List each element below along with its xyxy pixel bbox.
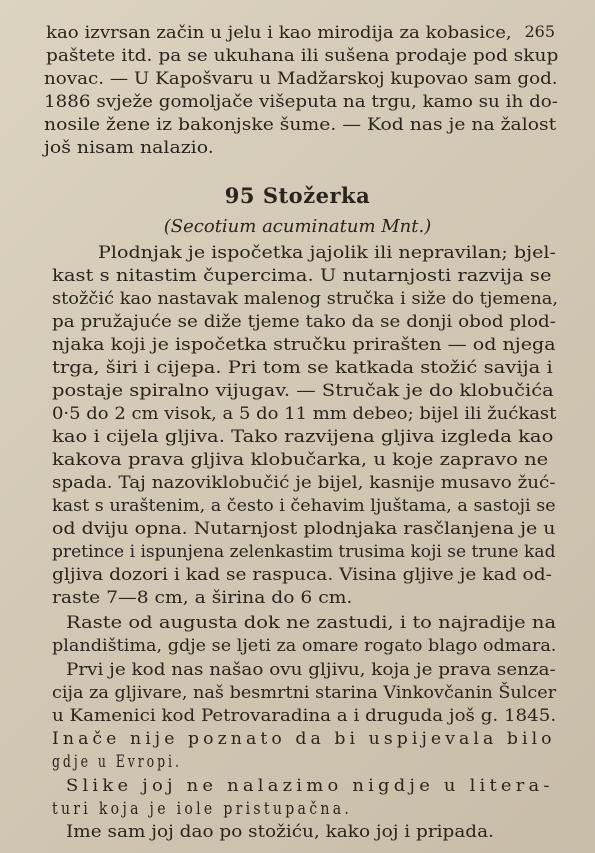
body-line: pretince i ispunjena zelenkastim trusima koji se trune kad [52,542,556,562]
top-line: 1886 svježe gomoljače višeputa na trgu, kamo su ih do- [44,92,558,112]
body-line: Plodnjak je ispočetka jajolik ili nepravilan; bjel- [98,243,556,263]
top-line: kao izvrsan začin u jelu i kao mirodija za kobasice, [46,23,512,43]
body-line: stožčić kao nastavak malenog stručka i siže do tjemena, [52,289,559,309]
body-line: njaka koji je ispočetka stručku prirašten — od njega [52,335,556,355]
body-line: kakova prava gljiva klobučarka, u koje zapravo ne [52,450,549,470]
body-line: Prvi je kod nas našao ovu gljivu, koja je prava senza- [66,660,556,680]
body-line: Slike joj ne nalazimo nigdje u litera- [66,776,554,796]
body-line: cija za gljivare, naš besmrtni starina Vinkovčanin Šulcer [52,683,557,703]
body-line: raste 7—8 cm, a širina do 6 cm. [52,588,353,608]
body-line: trga, širi i cijepa. Pri tom se katkada stožić savija i [52,358,553,378]
body-line: Raste od augusta dok ne zastudi, i to najradije na [66,613,557,633]
body-line: Ime sam joj dao po stožiću, kako joj i pripada. [66,822,494,842]
body-line: Inače nije poznato da bi uspijevala bilo [52,729,556,749]
body-line: plandištima, gdje se ljeti za omare rogato blago odmara. [52,636,557,656]
top-line: paštete itd. pa se ukuhana ili sušena prodaje pod skup [46,46,559,66]
page-number: 265 [524,22,555,41]
body-line: gljiva dozori i kad se raspuca. Visina gljive je kad od- [52,565,552,585]
section-heading: 95 Stožerka [224,183,371,208]
body-line: spada. Taj nazoviklobučić je bijel, kasnije musavo žuć- [52,473,556,493]
body-line: kao i cijela gljiva. Tako razvijena gljiva izgleda kao [52,427,554,447]
body-line: u Kamenici kod Petrovaradina a i druguda još g. 1845. [52,706,557,726]
body-line: turi koja je iole pristupačna. [52,799,353,819]
section-subheading: (Secotium acuminatum Mnt.) [163,216,432,237]
body-line: 0·5 do 2 cm visok, a 5 do 11 mm debeo; bijel ili žućkast [52,404,557,424]
body-line: kast s nitastim čupercima. U nutarnjosti razvija se [52,266,552,286]
body-line: od dviju opna. Nutarnjost plodnjaka rasčlanjena je u [52,519,556,539]
top-line: nosile žene iz bakonjske šume. — Kod nas je na žalost [44,115,557,135]
body-line: pa pružajuće se diže tjeme tako da se donji obod plod- [52,312,556,332]
top-line: novac. — U Kapošvaru u Madžarskoj kupovao sam god. [44,69,558,89]
top-line: još nisam nalazio. [44,138,214,158]
body-line: gdje u Evropi. [52,752,182,772]
body-line: postaje spiralno vijugav. — Stručak je do klobučića [52,381,554,401]
body-line: kast s uraštenim, a često i čehavim ljuštama, a sastoji se [52,496,556,516]
